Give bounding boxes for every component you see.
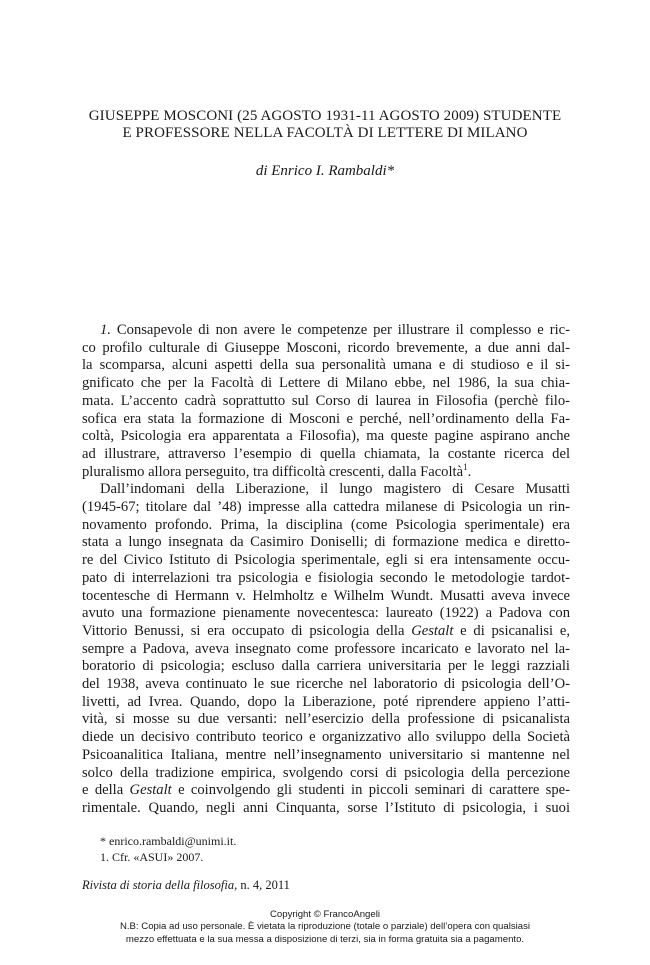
body-line: e della Gestalt e coinvolgendo gli studenti in piccoli seminari di carattere spe- xyxy=(82,782,570,799)
body-line: Dall’indomani della Liberazione, il lungo magistero di Cesare Musatti xyxy=(100,481,570,498)
article-title-line-1: GIUSEPPE MOSCONI (25 AGOSTO 1931-11 AGOSTO 2009) STUDENTE xyxy=(88,108,562,124)
body-line: mata. L’accento cadrà soprattutto sul Corso di laurea in Filosofia (perchè filo- xyxy=(82,392,570,409)
body-line: gnificato che per la Facoltà di Lettere di Milano ebbe, nel 1986, la sua chia- xyxy=(82,375,570,392)
body-line: del 1938, aveva continuato le sue ricerche nel laboratorio di psicologia dell’O- xyxy=(82,676,570,693)
body-line: re del Civico Istituto di Psicologia sperimentale, egli si era intensamente occu- xyxy=(82,552,570,569)
author-byline: di Enrico I. Rambaldi* xyxy=(255,163,395,179)
body-line: rimentale. Quando, negli anni Cinquanta, sorse l’Istituto di psicologia, i suoi xyxy=(82,799,570,816)
body-line: ad illustrare, attraverso l’esempio di quella chiamata, la costante ricerca del xyxy=(82,445,570,462)
body-line: boratorio di psicologia; escluso dalla carriera universitaria per le leggi razziali xyxy=(82,658,570,675)
article-body xyxy=(82,322,570,818)
body-line: livetti, ad Ivrea. Quando, dopo la Liberazione, poté riprendere appieno l’atti- xyxy=(82,693,570,710)
body-line: sofica era stata la formazione di Mosconi e perché, nell’ordinamento della Fa- xyxy=(82,410,570,427)
body-line: sempre a Padova, aveva insegnato come professore incaricato e lavorato nel la- xyxy=(82,640,570,657)
copyright-line-2: N.B: Copia ad uso personale. È vietata la riproduzione (totale o parziale) dell’opera con qualsiasi xyxy=(119,921,531,933)
copyright-notice xyxy=(0,909,650,946)
body-line: novamento profondo. Prima, la disciplina (come Psicologia sperimentale) era xyxy=(82,516,570,533)
footnote-star: * enrico.rambaldi@unimi.it. xyxy=(100,834,237,848)
article-title-line-2: E PROFESSORE NELLA FACOLTÀ DI LETTERE DI MILANO xyxy=(122,125,528,141)
body-line: tocentesche di Hermann v. Helmholtz e Wilhelm Wundt. Musatti aveva invece xyxy=(82,587,570,604)
journal-issue: , n. 4, 2011 xyxy=(234,878,290,892)
body-line: Vittorio Benussi, si era occupato di psicologia della Gestalt e di psicanalisi e, xyxy=(82,622,570,639)
body-line: diede un decisivo contributo teorico e organizzativo allo sviluppo della Società xyxy=(82,729,570,746)
body-line: avuto una formazione pienamente novecentesca: laureato (1922) a Padova con xyxy=(82,605,570,622)
journal-name: Rivista di storia della filosofia xyxy=(82,878,235,892)
body-line: coltà, Psicologia era apparentata a Filosofia), ma queste pagine aspirano anche xyxy=(82,428,570,445)
body-line: (1945-67; titolare dal ’48) impresse alla cattedra milanese di Psicologia un rin- xyxy=(82,499,570,516)
footnotes xyxy=(100,833,236,865)
body-line: solco della tradizione empirica, svolgendo corsi di psicologia della percezione xyxy=(82,764,570,781)
body-line: vità, si mosse su due versanti: nell’esercizio della professione di psicanalista xyxy=(82,711,570,728)
journal-citation xyxy=(82,878,290,893)
body-line: pluralismo allora perseguito, tra difficoltà crescenti, dalla Facoltà$^1$. xyxy=(82,461,472,480)
body-line: Psicoanalitica Italiana, mentre nell’insegnamento universitario si mantenne nel xyxy=(82,746,570,763)
body-line: co profilo culturale di Giuseppe Mosconi, ricordo brevemente, a due anni dal- xyxy=(82,339,570,356)
body-line: la scomparsa, alcuni aspetti della sua personalità umana e di studioso e il si- xyxy=(82,357,570,374)
footnote-ref[interactable]: 1 xyxy=(463,461,468,472)
body-line: pato di interrelazioni tra psicologia e fisiologia secondo le metodologie tardot- xyxy=(82,569,570,586)
copyright-line-3: mezzo effettuata e la sua messa a disposizione di terzi, sia in forma gratuita sia a pagamento. xyxy=(125,933,525,945)
body-line: 1. Consapevole di non avere le competenze per illustrare il complesso e ric- xyxy=(100,322,570,338)
section-number: 1. xyxy=(100,322,111,338)
copyright-line-1: Copyright © FrancoAngeli xyxy=(270,909,380,920)
footnote-1: 1. Cfr. «ASUI» 2007. xyxy=(100,850,204,864)
article-title xyxy=(0,108,650,142)
body-line: stata a lungo insegnata da Casimiro Doniselli; di formazione medica e diretto- xyxy=(82,534,570,551)
